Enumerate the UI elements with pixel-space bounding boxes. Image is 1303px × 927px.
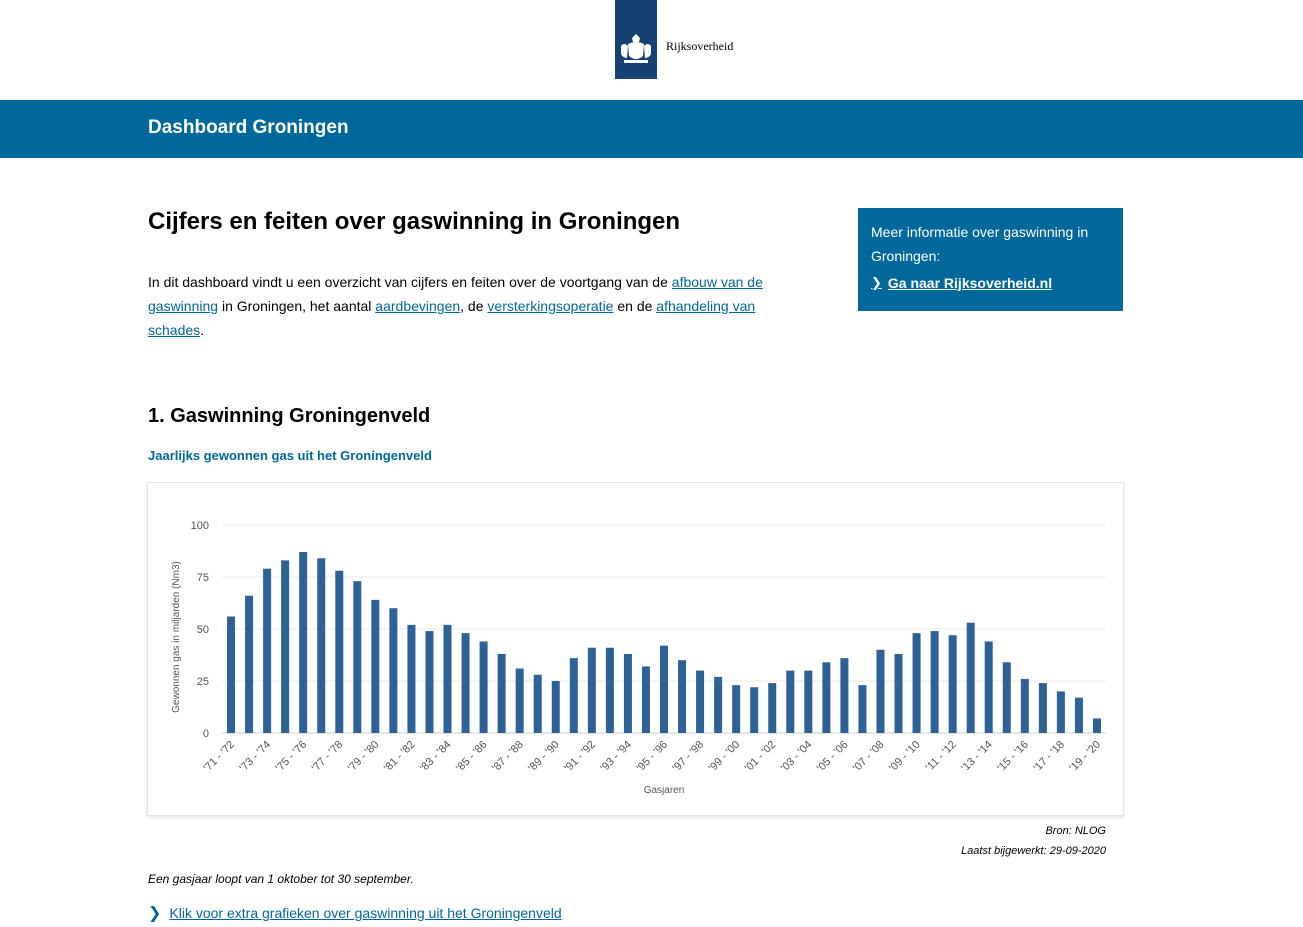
y-axis-title: Gewonnen gas in miljarden (Nm3) <box>171 561 182 713</box>
bar <box>895 654 903 733</box>
info-box <box>858 208 1123 311</box>
bar <box>407 625 415 733</box>
x-tick-label: '05 - '06 <box>814 738 851 775</box>
bar <box>245 596 253 733</box>
intro-paragraph <box>148 270 768 342</box>
bar <box>498 654 506 733</box>
bar <box>840 658 848 733</box>
bar <box>732 685 740 733</box>
bar <box>371 600 379 733</box>
x-tick-label: '03 - '04 <box>778 738 815 775</box>
bar <box>750 687 758 733</box>
link-aardbevingen[interactable]: aardbevingen <box>375 298 461 314</box>
bar <box>714 677 722 733</box>
gasjaar-note: Een gasjaar loopt van 1 oktober tot 30 september. <box>148 872 414 886</box>
bar <box>462 633 470 733</box>
bar <box>389 608 397 733</box>
last-updated-note: Laatst bijgewerkt: 29-09-2020 <box>961 845 1106 857</box>
bar <box>263 569 271 733</box>
source-note: Bron: NLOG <box>1045 825 1106 837</box>
x-tick-label: '95 - '96 <box>634 738 671 775</box>
bar <box>913 633 921 733</box>
bar <box>534 675 542 733</box>
bar <box>1075 698 1083 733</box>
bar <box>227 617 235 733</box>
bar <box>967 623 975 733</box>
site-header <box>0 0 1303 100</box>
bar <box>335 571 343 733</box>
x-tick-label: '71 - '72 <box>201 738 238 775</box>
link-versterkingsoperatie[interactable]: versterkingsoperatie <box>487 298 614 314</box>
chevron-right-icon: ❯ <box>148 905 162 922</box>
x-tick-label: '85 - '86 <box>454 738 490 775</box>
bar <box>768 683 776 733</box>
intro-text: . <box>200 322 205 338</box>
bar <box>1093 718 1101 733</box>
bar <box>552 681 560 733</box>
chart-card <box>147 482 1124 816</box>
rijksoverheid-logo[interactable] <box>615 0 657 79</box>
bar <box>931 631 939 733</box>
bar <box>858 685 866 733</box>
x-tick-label: '79 - '80 <box>345 738 382 775</box>
bar <box>480 641 488 733</box>
x-tick-label: '91 - '92 <box>562 738 598 775</box>
link-afhandeling-schades[interactable]: afhandeling van schades <box>148 298 756 338</box>
bar <box>642 666 650 733</box>
page-title: Cijfers en feiten over gaswinning in Groningen <box>148 208 681 235</box>
x-tick-label: '19 - '20 <box>1067 738 1104 775</box>
bar <box>660 646 668 733</box>
intro-text: in Groningen, het aantal <box>218 298 376 314</box>
rijksoverheid-link-label[interactable]: Ga naar Rijksoverheid.nl <box>887 275 1053 291</box>
y-tick-label: 75 <box>196 572 209 584</box>
intro-text: en de <box>613 298 657 314</box>
bar <box>1057 691 1065 733</box>
intro-text: In dit dashboard vindt u een overzicht van cijfers en feiten over de voortgang van de <box>148 274 672 290</box>
x-tick-label: '89 - '90 <box>526 738 562 775</box>
x-tick-label: '13 - '14 <box>959 738 995 775</box>
x-tick-label: '01 - '02 <box>742 738 779 775</box>
x-tick-label: '83 - '84 <box>417 738 454 775</box>
x-tick-label: '97 - '98 <box>670 738 707 775</box>
bar <box>299 552 307 733</box>
bar <box>1039 683 1047 733</box>
bar <box>353 581 361 733</box>
x-tick-label: '81 - '82 <box>381 738 418 775</box>
gas-production-chart <box>148 483 1125 817</box>
bar <box>949 635 957 733</box>
bar <box>588 648 596 733</box>
y-tick-label: 100 <box>190 520 209 532</box>
x-tick-label: '11 - '12 <box>923 738 959 774</box>
bar <box>624 654 632 733</box>
y-tick-label: 50 <box>196 624 209 636</box>
bar <box>678 660 686 733</box>
bar <box>516 669 524 733</box>
bar <box>606 648 614 733</box>
info-box-text: Meer informatie over gaswinning in Groningen: <box>871 224 1089 264</box>
bar <box>317 558 325 733</box>
extra-charts-link[interactable] <box>148 903 562 923</box>
x-tick-label: '17 - '18 <box>1031 738 1068 775</box>
rijksoverheid-link[interactable] <box>871 275 1110 291</box>
bar <box>985 641 993 733</box>
bar <box>696 671 704 733</box>
x-tick-label: '73 - '74 <box>237 738 274 775</box>
x-axis-title: Gasjaren <box>643 785 685 796</box>
bar <box>786 671 794 733</box>
chart-subtitle: Jaarlijks gewonnen gas uit het Groningenveld <box>148 448 432 463</box>
section-title: 1. Gaswinning Groningenveld <box>148 405 431 427</box>
link-afbouw-gaswinning[interactable]: afbouw van de gaswinning <box>148 274 763 314</box>
coat-of-arms-icon <box>618 34 654 64</box>
bar <box>570 658 578 733</box>
banner-title[interactable]: Dashboard Groningen <box>148 117 349 138</box>
extra-charts-link-label[interactable]: Klik voor extra grafieken over gaswinning uit het Groningenveld <box>169 905 562 921</box>
x-tick-label: '75 - '76 <box>273 738 310 775</box>
bar <box>1021 679 1029 733</box>
bar <box>444 625 452 733</box>
y-tick-label: 25 <box>196 676 209 688</box>
y-tick-label: 0 <box>202 728 209 740</box>
bar <box>281 560 289 733</box>
x-tick-label: '77 - '78 <box>309 738 346 775</box>
x-tick-label: '15 - '16 <box>995 738 1031 775</box>
bar <box>876 650 884 733</box>
x-tick-label: '93 - '94 <box>598 738 635 775</box>
x-tick-label: '09 - '10 <box>887 738 923 775</box>
bar <box>425 631 433 733</box>
bar <box>822 662 830 733</box>
x-tick-label: '99 - '00 <box>706 738 743 775</box>
bar <box>1003 662 1011 733</box>
x-tick-label: '07 - '08 <box>850 738 887 775</box>
logo-text: Rijksoverheid <box>666 39 734 53</box>
intro-text: , de <box>460 298 488 314</box>
chevron-right-icon: ❯ <box>871 275 882 290</box>
bar <box>804 671 812 733</box>
x-tick-label: '87 - '88 <box>490 738 526 775</box>
